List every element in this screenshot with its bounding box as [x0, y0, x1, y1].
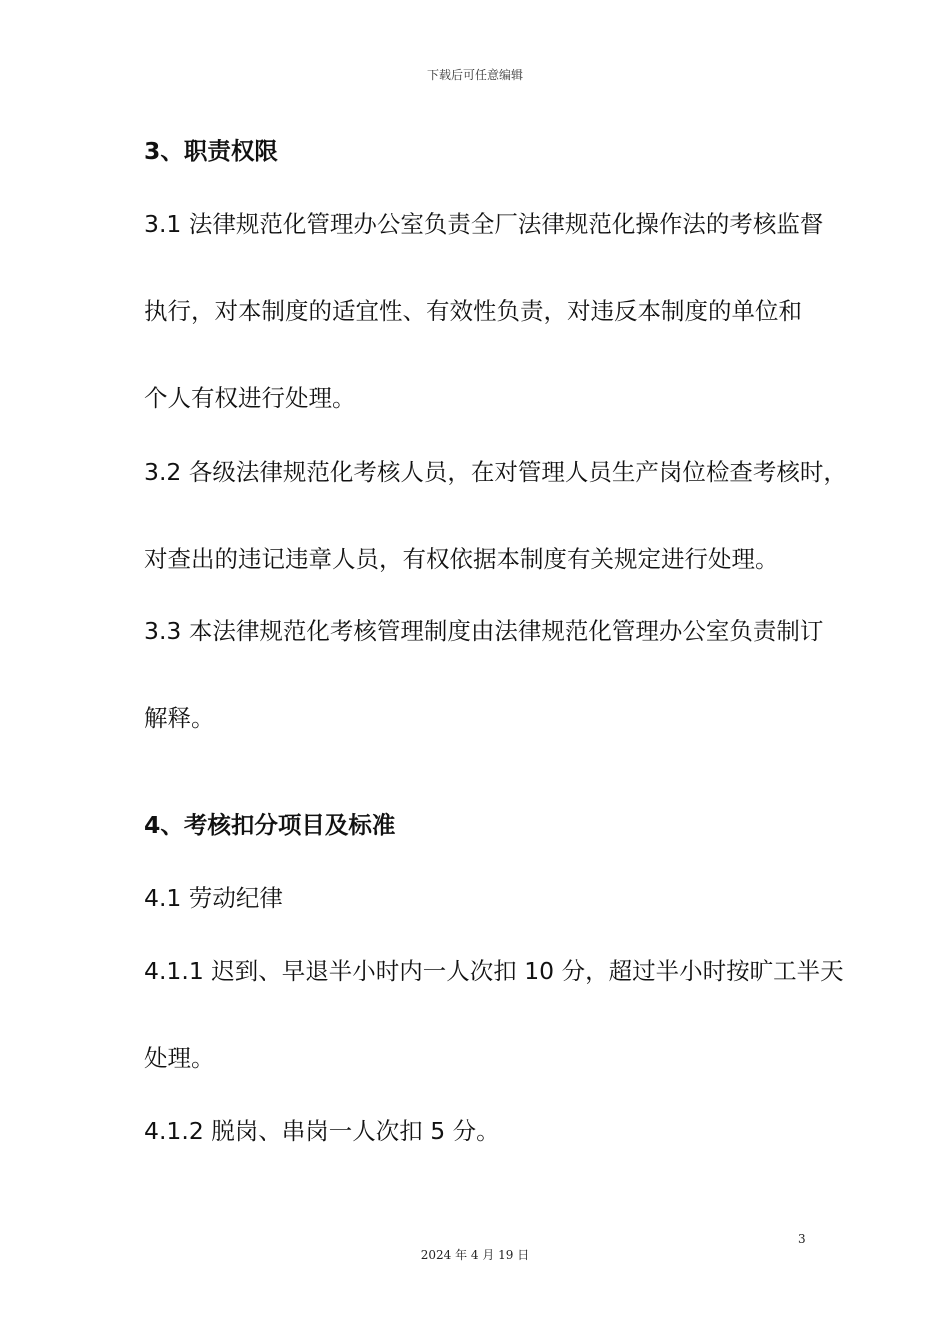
paragraph-3-2-line-2: 对查出的违记违章人员，有权依据本制度有关规定进行处理。	[144, 545, 779, 573]
item-4-1-1-line-1: 4.1.1 迟到、早退半小时内一人次扣 10 分，超过半小时按旷工半天	[144, 957, 844, 985]
section-4-heading: 4、考核扣分项目及标准	[144, 811, 396, 839]
paragraph-3-1-line-3: 个人有权进行处理。	[144, 384, 356, 412]
page-footer-date: 2024 年 4 月 19 日	[420, 1248, 530, 1262]
paragraph-3-3-line-1: 3.3 本法律规范化考核管理制度由法律规范化管理办公室负责制订	[144, 617, 824, 645]
paragraph-3-1-line-2: 执行，对本制度的适宜性、有效性负责，对违反本制度的单位和	[144, 297, 802, 325]
paragraph-3-1-line-1: 3.1 法律规范化管理办公室负责全厂法律规范化操作法的考核监督	[144, 210, 824, 238]
subsection-4-1-title: 4.1 劳动纪律	[144, 884, 283, 912]
paragraph-3-3-line-2: 解释。	[144, 704, 215, 732]
section-3-heading: 3、职责权限	[144, 137, 278, 165]
page-number: 3	[798, 1232, 806, 1246]
paragraph-3-2-line-1: 3.2 各级法律规范化考核人员，在对管理人员生产岗位检查考核时，	[144, 458, 847, 486]
item-4-1-2: 4.1.2 脱岗、串岗一人次扣 5 分。	[144, 1117, 500, 1145]
item-4-1-1-line-2: 处理。	[144, 1044, 215, 1072]
page-header: 下载后可任意编辑	[426, 68, 523, 82]
